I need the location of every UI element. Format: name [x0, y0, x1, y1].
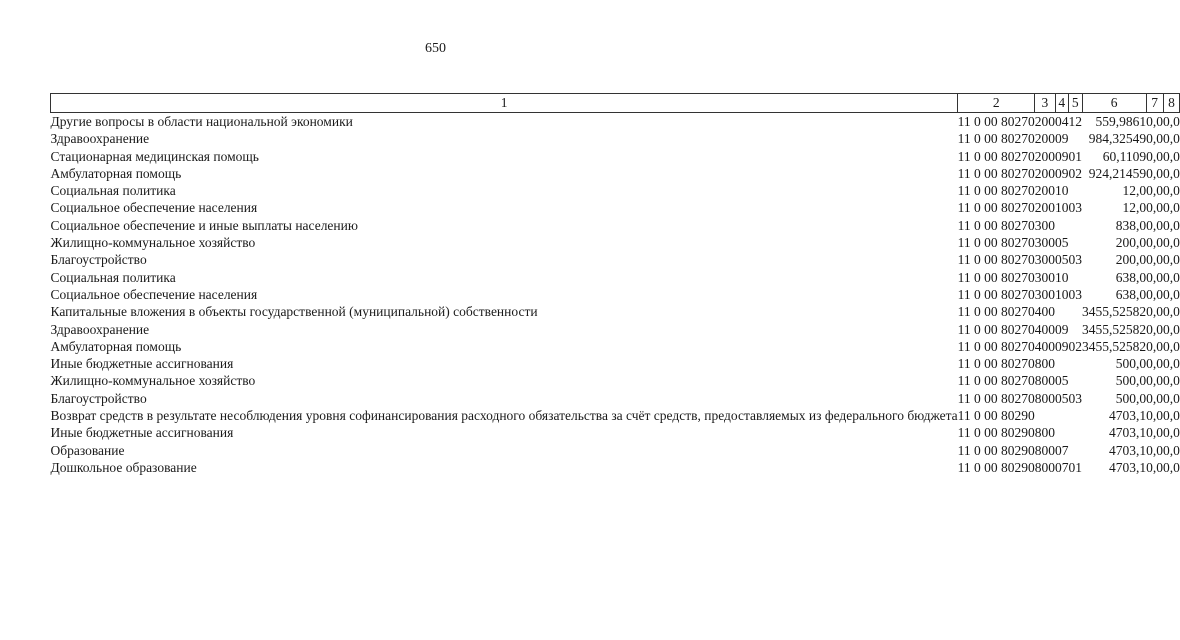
amount-col-6: 838,0 — [1115, 217, 1147, 233]
section-code — [1055, 407, 1069, 424]
section-code — [1055, 424, 1069, 441]
section-code: 09 — [1055, 338, 1069, 354]
row-name: Благоустройство — [50, 252, 147, 268]
amount-col-7: 0,0 — [1146, 442, 1164, 458]
amount-col-8: 0,0 — [1163, 148, 1180, 164]
section-code: 09 — [1055, 321, 1069, 337]
amount-col-6: 60,1109 — [1102, 148, 1147, 164]
subsection-code: 01 — [1068, 148, 1083, 164]
amount-col-8: 0,0 — [1163, 373, 1180, 389]
row-name: Здравоохранение — [50, 321, 150, 337]
expense-type: 800 — [1034, 442, 1056, 458]
amount-col-6: 4703,1 — [1109, 425, 1147, 441]
expense-type: 200 — [1034, 148, 1056, 164]
section-code: 10 — [1055, 183, 1069, 199]
section-code — [1055, 303, 1069, 320]
subsection-code: 02 — [1068, 165, 1083, 181]
table-row — [51, 303, 1180, 320]
row-name: Дошкольное образование — [50, 459, 197, 475]
section-code — [1055, 217, 1069, 234]
amount-col-7: 0,0 — [1146, 200, 1164, 216]
amount-col-8: 0,0 — [1163, 200, 1180, 216]
row-name: Амбулаторная помощь — [50, 338, 182, 354]
row-name: Здравоохранение — [50, 131, 150, 147]
expense-type: 400 — [1034, 304, 1056, 320]
amount-col-7: 0,0 — [1146, 269, 1164, 285]
target-article: 11 0 00 80270 — [957, 286, 1035, 302]
section-code: 05 — [1055, 373, 1069, 389]
amount-col-7: 0,0 — [1146, 321, 1164, 337]
amount-col-7: 0,0 — [1146, 165, 1164, 181]
table-row — [51, 372, 1180, 389]
header-col-5: 5 — [1069, 94, 1083, 113]
table-row — [51, 148, 1180, 165]
amount-col-8: 0,0 — [1163, 165, 1180, 181]
amount-col-6: 984,32549 — [1088, 131, 1147, 147]
row-name: Стационарная медицинская помощь — [50, 148, 259, 164]
subsection-code: 03 — [1068, 390, 1083, 406]
target-article: 11 0 00 80290 — [957, 442, 1035, 458]
subsection-code — [1069, 442, 1083, 459]
row-name: Образование — [50, 442, 125, 458]
header-col-1: 1 — [51, 94, 958, 113]
expense-type: 800 — [1034, 373, 1056, 389]
amount-col-8: 0,0 — [1163, 321, 1180, 337]
target-article: 11 0 00 80270 — [957, 356, 1035, 372]
target-article: 11 0 00 80270 — [957, 252, 1035, 268]
table-row — [51, 130, 1180, 147]
amount-col-8: 0,0 — [1163, 269, 1180, 285]
section-code: 07 — [1055, 442, 1069, 458]
row-name: Возврат средств в результате несоблюдения уровня софинансирования расходного обязательства за счёт средств, предоставляемых из федерального бюджета — [50, 408, 958, 424]
target-article: 11 0 00 80290 — [957, 408, 1035, 424]
header-col-4: 4 — [1055, 94, 1069, 113]
header-col-7: 7 — [1146, 94, 1163, 113]
header-col-3: 3 — [1035, 94, 1055, 113]
amount-col-7: 0,0 — [1146, 356, 1164, 372]
expense-type: 200 — [1034, 114, 1056, 129]
section-code: 10 — [1055, 200, 1069, 216]
expense-type: 800 — [1034, 356, 1056, 372]
table-row — [51, 442, 1180, 459]
amount-col-6: 924,21459 — [1088, 165, 1147, 181]
amount-col-7: 0,0 — [1146, 235, 1164, 251]
table-row — [51, 459, 1180, 476]
subsection-code — [1069, 217, 1083, 234]
amount-col-6: 3455,52582 — [1082, 321, 1147, 337]
expense-type: 800 — [1034, 459, 1056, 475]
amount-col-6: 200,0 — [1115, 252, 1147, 268]
amount-col-8: 0,0 — [1163, 114, 1180, 129]
subsection-code — [1069, 234, 1083, 251]
table-row — [51, 269, 1180, 286]
amount-col-8: 0,0 — [1163, 131, 1180, 147]
subsection-code: 03 — [1068, 200, 1083, 216]
table-row — [51, 182, 1180, 199]
row-name: Социальное обеспечение населения — [50, 286, 258, 302]
section-code: 09 — [1055, 131, 1069, 147]
table-row — [51, 424, 1180, 441]
amount-col-6: 500,0 — [1115, 373, 1147, 389]
budget-table — [50, 93, 1180, 476]
amount-col-6: 4703,1 — [1109, 459, 1147, 475]
header-col-6: 6 — [1082, 94, 1146, 113]
table-body — [51, 113, 1180, 477]
target-article: 11 0 00 80270 — [957, 338, 1035, 354]
amount-col-6: 4703,1 — [1109, 408, 1147, 424]
expense-type: 300 — [1034, 252, 1056, 268]
amount-col-7: 0,0 — [1146, 217, 1164, 233]
amount-col-7: 0,0 — [1146, 252, 1164, 268]
amount-col-6: 12,0 — [1122, 200, 1147, 216]
amount-col-7: 0,0 — [1146, 338, 1164, 354]
page-number: 650 — [425, 41, 446, 56]
section-code: 04 — [1055, 114, 1069, 129]
amount-col-8: 0,0 — [1163, 286, 1180, 302]
subsection-code — [1069, 269, 1083, 286]
table-row — [51, 338, 1180, 355]
row-name: Социальное обеспечение и иные выплаты населению — [50, 217, 358, 233]
amount-col-6: 500,0 — [1115, 356, 1147, 372]
table-row — [51, 234, 1180, 251]
expense-type: 200 — [1034, 200, 1056, 216]
row-name: Социальная политика — [50, 183, 176, 199]
subsection-code — [1069, 130, 1083, 147]
target-article: 11 0 00 80270 — [957, 373, 1035, 389]
amount-col-8: 0,0 — [1163, 338, 1180, 354]
amount-col-6: 3455,52582 — [1082, 304, 1147, 320]
subsection-code — [1069, 407, 1083, 424]
expense-type: 300 — [1034, 217, 1056, 233]
table-row — [51, 251, 1180, 268]
section-code: 05 — [1055, 390, 1069, 406]
section-code: 10 — [1055, 286, 1069, 302]
row-name: Иные бюджетные ассигнования — [50, 356, 234, 372]
table-row — [51, 407, 1180, 424]
header-col-2: 2 — [958, 94, 1035, 113]
amount-col-8: 0,0 — [1163, 408, 1180, 424]
row-name: Иные бюджетные ассигнования — [50, 425, 234, 441]
amount-col-7: 0,0 — [1146, 459, 1164, 475]
amount-col-7: 0,0 — [1146, 286, 1164, 302]
amount-col-6: 4703,1 — [1109, 442, 1147, 458]
amount-col-7: 0,0 — [1146, 304, 1164, 320]
row-name: Капитальные вложения в объекты государственной (муниципальной) собственности — [50, 304, 538, 320]
subsection-code: 02 — [1068, 338, 1083, 354]
expense-type: 400 — [1034, 321, 1056, 337]
amount-col-7: 0,0 — [1146, 148, 1164, 164]
amount-col-8: 0,0 — [1163, 252, 1180, 268]
amount-col-7: 0,0 — [1146, 408, 1164, 424]
amount-col-8: 0,0 — [1163, 459, 1180, 475]
amount-col-6: 638,0 — [1115, 286, 1147, 302]
row-name: Жилищно-коммунальное хозяйство — [50, 235, 256, 251]
section-code: 05 — [1055, 235, 1069, 251]
target-article: 11 0 00 80270 — [957, 165, 1035, 181]
subsection-code — [1069, 372, 1083, 389]
header-row — [51, 94, 1180, 113]
target-article: 11 0 00 80270 — [957, 183, 1035, 199]
target-article: 11 0 00 80270 — [957, 321, 1035, 337]
amount-col-8: 0,0 — [1163, 235, 1180, 251]
expense-type: 300 — [1034, 235, 1056, 251]
section-code: 09 — [1055, 148, 1069, 164]
section-code — [1055, 355, 1069, 372]
target-article: 11 0 00 80270 — [957, 148, 1035, 164]
subsection-code — [1069, 424, 1083, 441]
amount-col-7: 0,0 — [1146, 373, 1164, 389]
table-row — [51, 321, 1180, 338]
table-row — [51, 390, 1180, 407]
target-article: 11 0 00 80270 — [957, 235, 1035, 251]
amount-col-8: 0,0 — [1163, 356, 1180, 372]
subsection-code — [1069, 321, 1083, 338]
amount-col-6: 559,9861 — [1095, 114, 1147, 129]
expense-type: 800 — [1034, 390, 1056, 406]
amount-col-7: 0,0 — [1146, 114, 1164, 129]
amount-col-7: 0,0 — [1146, 390, 1164, 406]
amount-col-6: 500,0 — [1115, 390, 1147, 406]
amount-col-6: 200,0 — [1115, 235, 1147, 251]
row-name: Социальное обеспечение населения — [50, 200, 258, 216]
amount-col-8: 0,0 — [1163, 425, 1180, 441]
table-row — [51, 217, 1180, 234]
table-row — [51, 113, 1180, 131]
subsection-code: 01 — [1068, 459, 1083, 475]
row-name: Другие вопросы в области национальной экономики — [50, 114, 353, 129]
row-name: Социальная политика — [50, 269, 176, 285]
expense-type — [1035, 407, 1055, 424]
amount-col-7: 0,0 — [1146, 131, 1164, 147]
expense-type: 400 — [1034, 338, 1056, 354]
table-row — [51, 199, 1180, 216]
amount-col-7: 0,0 — [1146, 183, 1164, 199]
target-article: 11 0 00 80290 — [957, 459, 1035, 475]
subsection-code — [1069, 182, 1083, 199]
amount-col-8: 0,0 — [1163, 217, 1180, 233]
table-row — [51, 355, 1180, 372]
header-col-8: 8 — [1163, 94, 1180, 113]
amount-col-8: 0,0 — [1163, 390, 1180, 406]
target-article: 11 0 00 80270 — [957, 269, 1035, 285]
amount-col-6: 12,0 — [1122, 183, 1147, 199]
subsection-code: 03 — [1068, 252, 1083, 268]
section-code: 05 — [1055, 252, 1069, 268]
section-code: 10 — [1055, 269, 1069, 285]
amount-col-6: 3455,52582 — [1082, 338, 1147, 354]
expense-type: 300 — [1034, 286, 1056, 302]
expense-type: 200 — [1034, 165, 1056, 181]
expense-type: 200 — [1034, 131, 1056, 147]
row-name: Благоустройство — [50, 390, 147, 406]
row-name: Амбулаторная помощь — [50, 165, 182, 181]
target-article: 11 0 00 80270 — [957, 131, 1035, 147]
subsection-code — [1069, 355, 1083, 372]
table-row — [51, 165, 1180, 182]
target-article: 11 0 00 80270 — [957, 200, 1035, 216]
table-row — [51, 286, 1180, 303]
section-code: 07 — [1055, 459, 1069, 475]
row-name: Жилищно-коммунальное хозяйство — [50, 373, 256, 389]
expense-type: 200 — [1034, 183, 1056, 199]
target-article: 11 0 00 80290 — [957, 425, 1035, 441]
target-article: 11 0 00 80270 — [957, 114, 1035, 129]
subsection-code: 03 — [1068, 286, 1083, 302]
expense-type: 300 — [1034, 269, 1056, 285]
target-article: 11 0 00 80270 — [957, 390, 1035, 406]
amount-col-8: 0,0 — [1163, 304, 1180, 320]
target-article: 11 0 00 80270 — [957, 304, 1035, 320]
amount-col-8: 0,0 — [1163, 183, 1180, 199]
target-article: 11 0 00 80270 — [957, 217, 1035, 233]
amount-col-7: 0,0 — [1146, 425, 1164, 441]
subsection-code: 12 — [1068, 114, 1083, 129]
subsection-code — [1069, 303, 1083, 320]
amount-col-6: 638,0 — [1115, 269, 1147, 285]
expense-type: 800 — [1034, 425, 1056, 441]
amount-col-8: 0,0 — [1163, 442, 1180, 458]
section-code: 09 — [1055, 165, 1069, 181]
